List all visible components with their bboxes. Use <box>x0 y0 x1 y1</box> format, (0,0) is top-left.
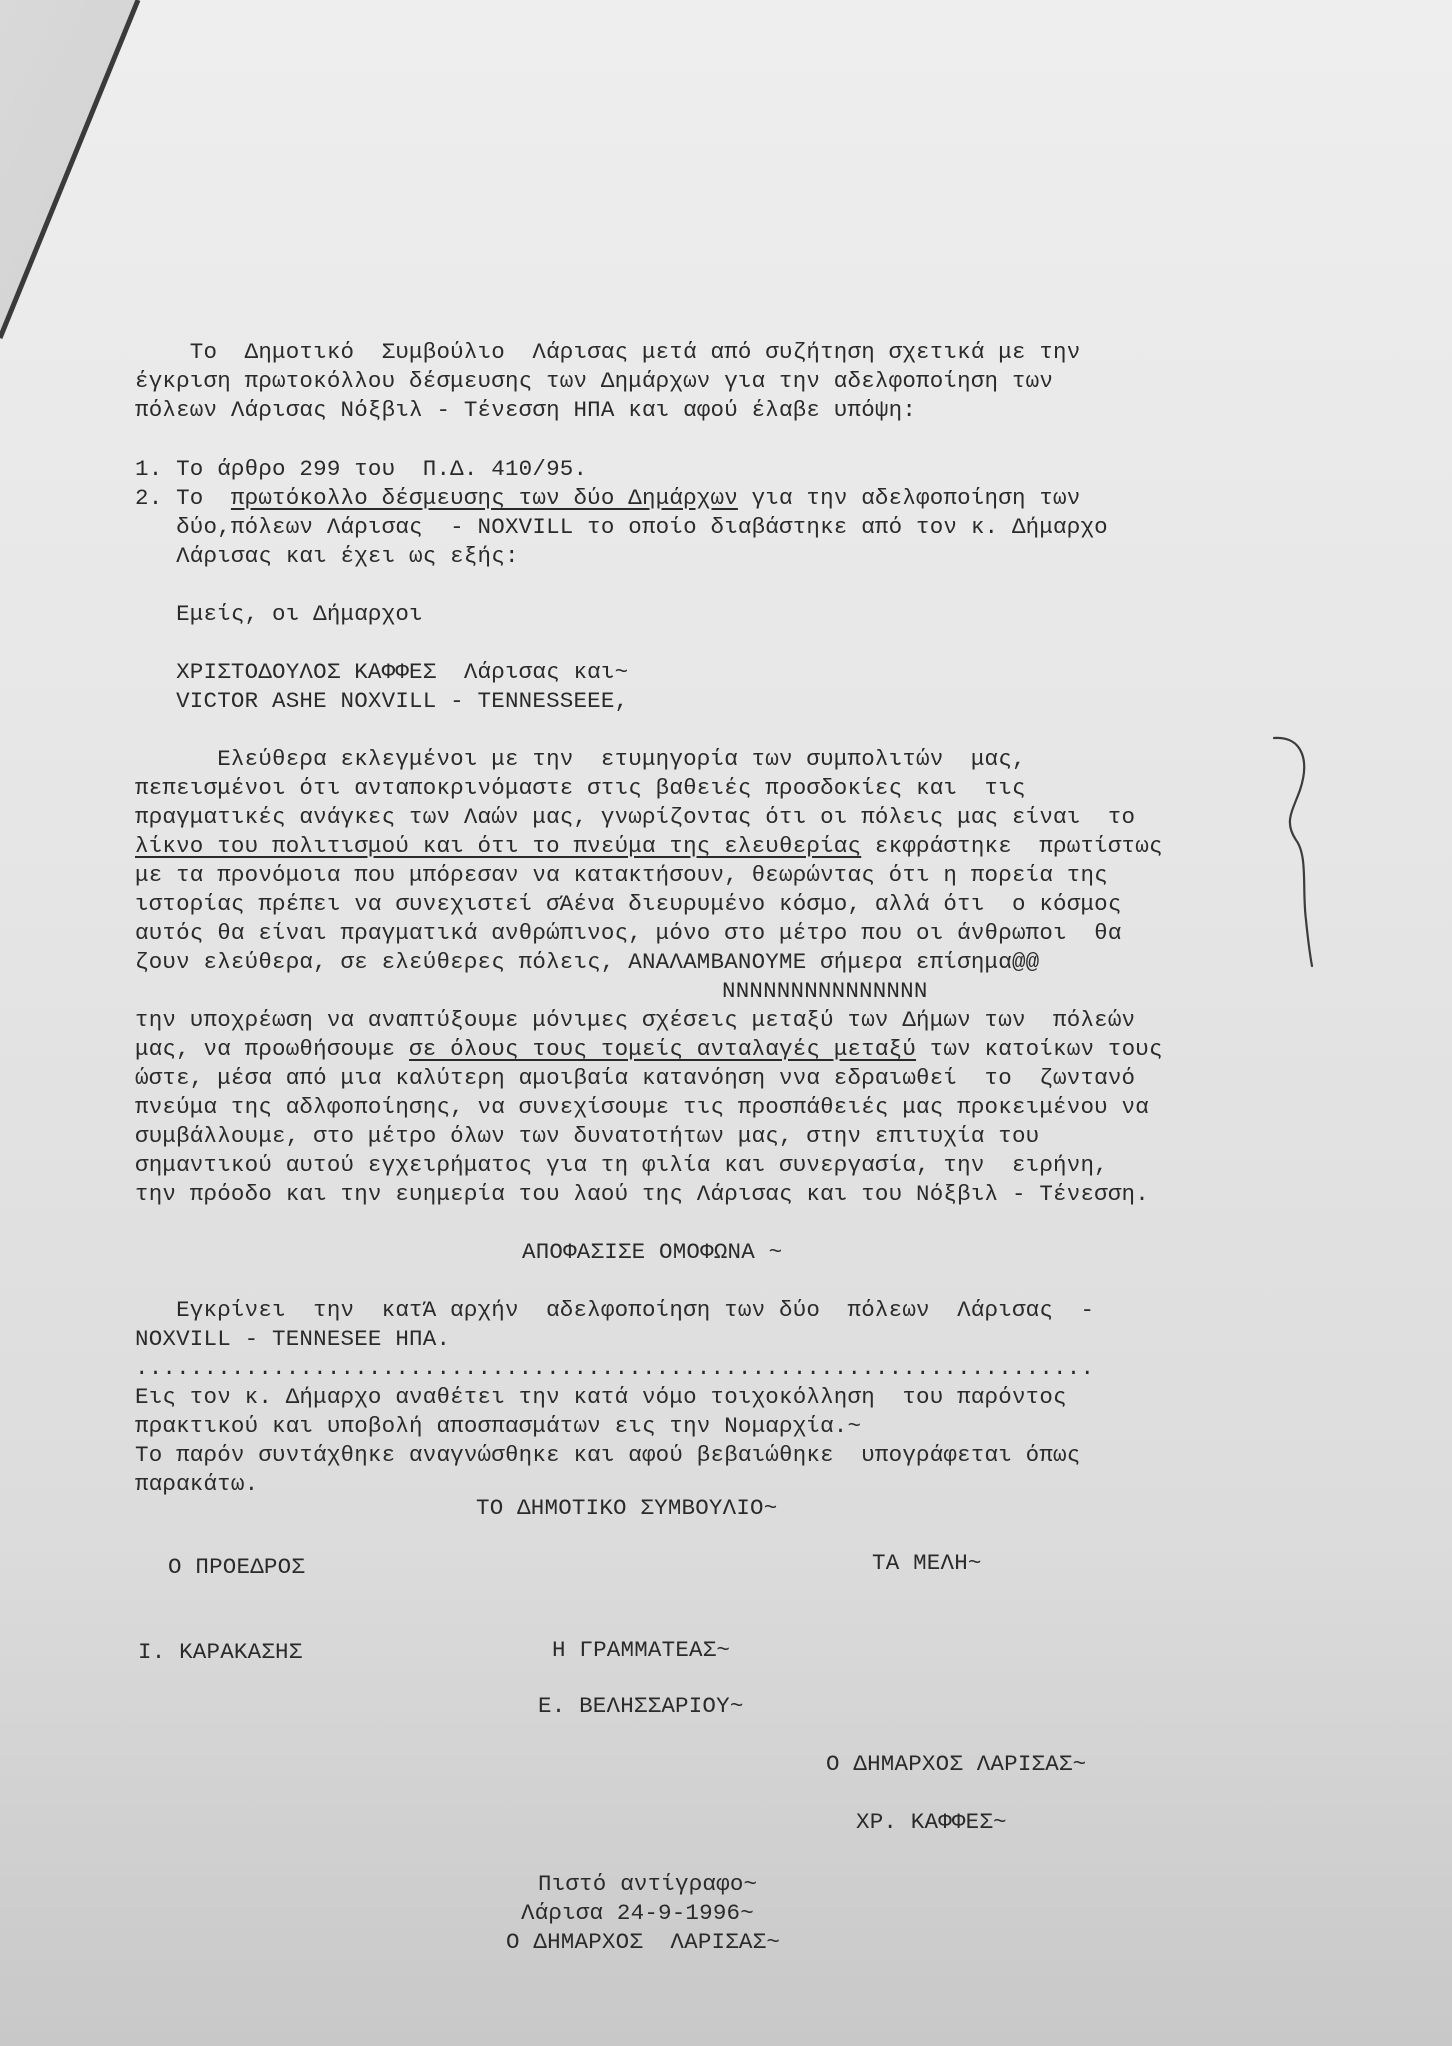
closing-line-2: πρακτικού και υποβολή αποσπασμάτων εις την Νομαρχία.~ <box>135 1413 862 1439</box>
council-signature-heading: ΤΟ ΔΗΜΟΤΙΚΟ ΣΥΜΒΟΥΛΙΟ~ <box>476 1495 778 1521</box>
mayor-larisa: ΧΡΙΣΤΟΔΟΥΛΟΣ ΚΑΦΦΕΣ Λάρισας και~ <box>135 659 629 685</box>
considerations-item-1: 1. Το άρθρο 299 του Π.Δ. 410/95. <box>135 456 588 482</box>
protocol-line-11: ώστε, μέσα από μια καλύτερη αμοιβαία κατανόηση ννα εδραιωθεί το ζωντανό <box>135 1065 1136 1091</box>
protocol-line-9: την υποχρέωση να αναπτύξουμε μόνιμες σχέσεις μεταξύ των Δήμων των πόλεών <box>135 1007 1136 1033</box>
closing-line-4: παρακάτω. <box>135 1471 259 1497</box>
we-mayors: Εμείς, οι Δήμαρχοι <box>135 601 423 627</box>
handwritten-brace-mark <box>1262 730 1322 970</box>
protocol-line-10 <box>135 1035 1163 1064</box>
protocol-line-2: πεπεισμένοι ότι ανταποκρινόμαστε στις βαθειές προσδοκίες και τις <box>135 775 1026 801</box>
item-2-prefix: 2. Το <box>135 485 231 511</box>
members-title: ΤΑ ΜΕΛΗ~ <box>872 1550 982 1576</box>
closing-line-1: Εις τον κ. Δήμαρχο αναθέτει την κατά νόμο τοιχοκόλληση του παρόντος <box>135 1384 1067 1410</box>
secretary-name: Ε. ΒΕΛΗΣΣΑΡΙΟΥ~ <box>538 1693 744 1719</box>
protocol-line-1: Ελεύθερα εκλεγμένοι με την ετυμηγορία των συμπολιτών μας, <box>135 746 1026 772</box>
protocol-line-5: με τα προνόμοια που μπόρεσαν να κατακτήσουν, θεωρώντας ότι η πορεία της <box>135 862 1108 888</box>
approval-line-1: Εγκρίνει την κατΆ αρχήν αδελφοποίηση των δύο πόλεων Λάρισας - <box>135 1297 1095 1323</box>
secretary-title: Η ΓΡΑΜΜΑΤΕΑΣ~ <box>552 1637 731 1663</box>
president-name: Ι. ΚΑΡΑΚΑΣΗΣ <box>138 1639 303 1665</box>
protocol-line-10-suffix: των κατοίκων τους <box>916 1036 1163 1062</box>
overstrike-characters: NNNNNNNNNNNNNNN <box>722 978 928 1004</box>
place-date: Λάρισα 24-9-1996~ <box>521 1900 754 1926</box>
dotted-separator: ...................................................................... <box>135 1355 1095 1381</box>
president-title: Ο ΠΡΟΕΔΡΟΣ <box>168 1554 306 1580</box>
intro-line-1: Το Δημοτικό Συμβούλιο Λάρισας μετά από συζήτηση σχετικά με την <box>135 339 1081 365</box>
protocol-underlined-2: σε όλους τους τομείς ανταλαγές μεταξύ <box>409 1036 917 1062</box>
protocol-line-4-rest: εκφράστηκε πρωτίστως <box>861 833 1163 859</box>
mayor-name: ΧΡ. ΚΑΦΦΕΣ~ <box>856 1809 1007 1835</box>
item-2-suffix: για την αδελφοποίηση των <box>737 485 1081 511</box>
item-2-underlined: πρωτόκολλο δέσμευσης των δύο Δημάρχων <box>230 485 738 511</box>
intro-line-3: πόλεων Λάρισας Νόξβιλ - Τένεσση ΗΠΑ και αφού έλαβε υπόψη: <box>135 397 917 423</box>
mayor-title: Ο ΔΗΜΑΡΧΟΣ ΛΑΡΙΣΑΣ~ <box>826 1751 1087 1777</box>
protocol-line-12: πνεύμα της αδλφοποίησης, να συνεχίσουμε τις προσπάθειές μας προκειμένου να <box>135 1094 1149 1120</box>
protocol-line-14: σημαντικού αυτού εγχειρήματος για τη φιλία και συνεργασία, την ειρήνη, <box>135 1152 1108 1178</box>
considerations-item-2-line-3: Λάρισας και έχει ως εξής: <box>135 543 519 569</box>
final-mayor-signature: Ο ΔΗΜΑΡΧΟΣ ΛΑΡΙΣΑΣ~ <box>506 1929 781 1955</box>
decision-heading: ΑΠΟΦΑΣΙΣΕ ΟΜΟΦΩΝΑ ~ <box>522 1239 783 1265</box>
protocol-line-8: ζουν ελεύθερα, σε ελεύθερες πόλεις, ΑΝΑΛΑΜΒΑΝΟΥΜΕ σήμερα επίσημα@@ <box>135 949 1040 975</box>
protocol-underlined: λίκνο του πολιτισμού και ότι το πνεύμα της ελευθερίας <box>135 833 862 859</box>
mayor-noxvill: VICTOR ASHE NOXVILL - TENNESSEEE, <box>135 688 629 714</box>
intro-line-2: έγκριση πρωτοκόλλου δέσμευσης των Δημάρχων για την αδελφοποίηση των <box>135 368 1054 394</box>
protocol-line-15: την πρόοδο και την ευημερία του λαού της Λάρισας και του Νόξβιλ - Τένεσση. <box>135 1181 1149 1207</box>
protocol-line-10-prefix: μας, να προωθήσουμε <box>135 1036 410 1062</box>
protocol-line-7: αυτός θα είναι πραγματικά ανθρώπινος, μόνο στο μέτρο που οι άνθρωποι θα <box>135 920 1122 946</box>
true-copy: Πιστό αντίγραφο~ <box>538 1871 758 1897</box>
protocol-line-13: συμβάλλουμε, στο μέτρο όλων των δυνατοτήτων μας, στην επιτυχία του <box>135 1123 1040 1149</box>
considerations-item-2-line-2: δύο,πόλεων Λάρισας - NOXVILL το οποίο διαβάστηκε από τον κ. Δήμαρχο <box>135 514 1108 540</box>
considerations-item-2 <box>135 484 1080 513</box>
protocol-line-4 <box>135 832 1163 861</box>
protocol-line-6: ιστορίας πρέπει να συνεχιστεί σΆένα διευρυμένο κόσμο, αλλά ότι ο κόσμος <box>135 891 1122 917</box>
approval-line-2: NOXVILL - TENNESEE ΗΠΑ. <box>135 1326 451 1352</box>
closing-line-3: Το παρόν συντάχθηκε αναγνώσθηκε και αφού βεβαιώθηκε υπογράφεται όπως <box>135 1442 1081 1468</box>
protocol-line-3: πραγματικές ανάγκες των Λαών μας, γνωρίζοντας ότι οι πόλεις μας είναι το <box>135 804 1136 830</box>
